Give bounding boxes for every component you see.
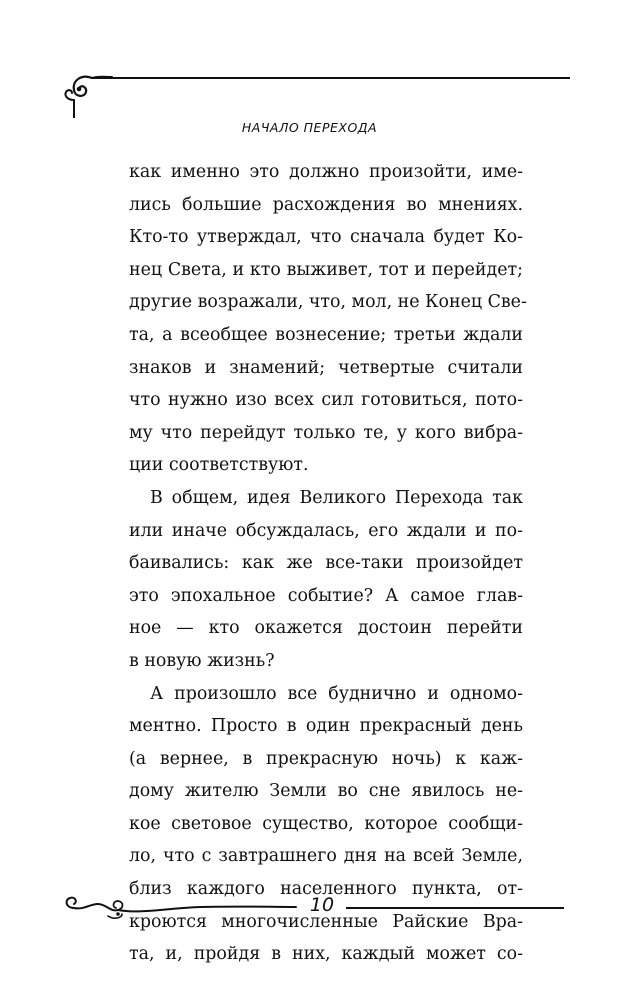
text-line: баивались: как же все-таки произойдет — [129, 553, 523, 574]
text-line: нец Света, и кто выживет, тот и перейдет; — [129, 259, 523, 280]
page-number: 10 — [309, 894, 335, 916]
bottom-rule — [346, 907, 564, 909]
text-line: как именно это должно произойти, име- — [129, 162, 523, 182]
text-line: В общем, идея Великого Перехода так — [150, 487, 523, 508]
text-line: близ каждого населенного пункта, от- — [129, 879, 523, 900]
text-line: ментно. Просто в один прекрасный день — [129, 716, 523, 737]
text-line: лись большие расхождения во мнениях. — [129, 194, 523, 215]
text-line: это эпохальное событие? А самое глав- — [129, 585, 523, 606]
text-line: другие возражали, что, мол, не Конец Све- — [129, 292, 527, 313]
paragraph-3 — [129, 678, 523, 971]
running-head: НАЧАЛО ПЕРЕХОДА — [241, 120, 378, 135]
top-flourish-icon — [56, 70, 116, 120]
text-line: та, и, пройдя в них, каждый может со- — [129, 944, 523, 965]
text-line: та, а всеобщее вознесение; третьи ждали — [129, 324, 523, 345]
text-line: Кто-то утверждал, что сначала будет Ко- — [129, 227, 523, 248]
text-line: му что перейдут только те, у кого вибра- — [129, 422, 523, 443]
text-line: кое световое существо, которое сообщи- — [129, 813, 523, 834]
text-line: ции соответствуют. — [129, 455, 309, 476]
bottom-flourish-icon — [60, 888, 310, 924]
text-line: дому жителю Земли во сне явилось не- — [129, 781, 523, 802]
paragraph-1 — [129, 156, 527, 482]
text-line: ло, что с завтрашнего дня на всей Земле, — [129, 846, 523, 867]
top-rule — [92, 77, 570, 79]
text-line: (а вернее, в прекрасную ночь) к каж- — [129, 748, 523, 769]
text-line: ное — кто окажется достоин перейти — [129, 618, 523, 639]
text-line: в новую жизнь? — [129, 650, 275, 671]
text-line: знаков и знамений; четвертые считали — [129, 357, 523, 378]
paragraph-2 — [129, 482, 523, 678]
text-line: или иначе обсуждалась, его ждали и по- — [129, 520, 523, 541]
text-line: что нужно изо всех сил готовиться, пото- — [129, 390, 523, 411]
text-line: А произошло все буднично и одномо- — [150, 683, 523, 704]
text-line: кроются многочисленные Райские Вра- — [129, 911, 523, 932]
page-body — [129, 156, 527, 971]
